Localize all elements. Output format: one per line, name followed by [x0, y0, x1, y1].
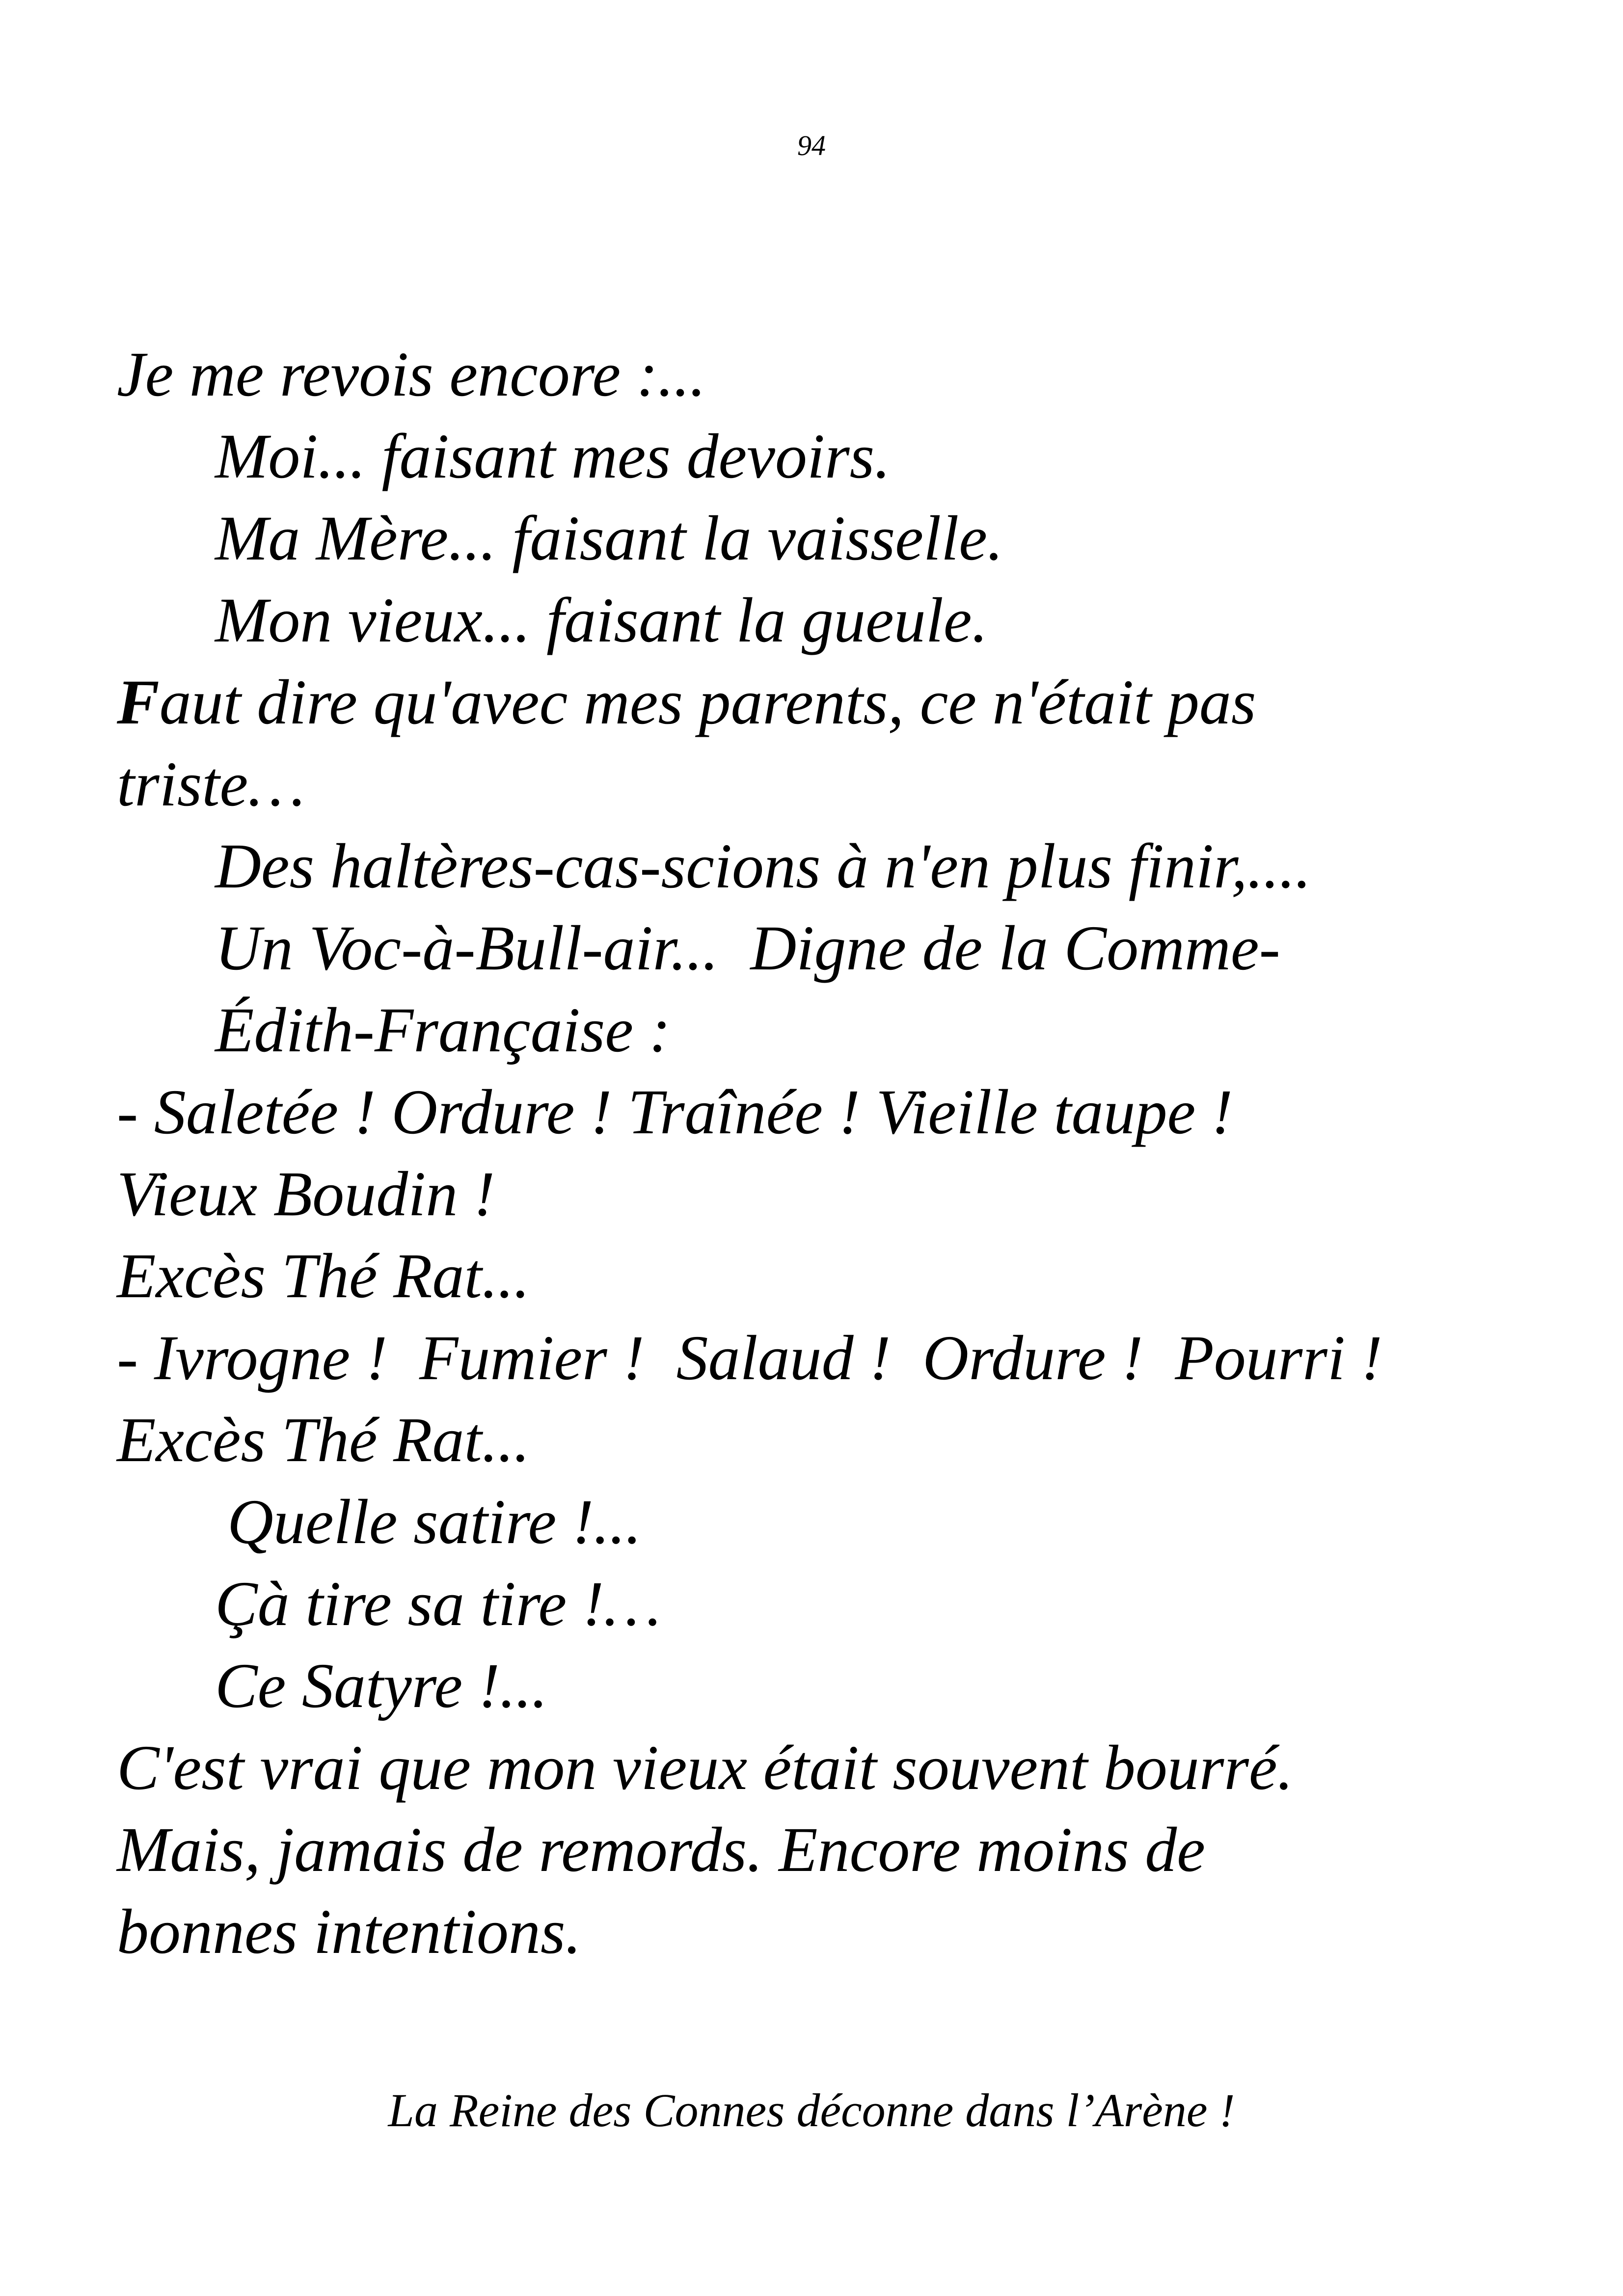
poem-line: Mon vieux... faisant la gueule.: [215, 585, 988, 656]
poem-line: Édith-Française :: [215, 995, 671, 1066]
poem-line: Moi... faisant mes devoirs.: [215, 421, 891, 492]
poem-line-text: aut dire qu'avec mes parents, ce n'était pas: [159, 667, 1256, 738]
poem-line: C'est vrai que mon vieux était souvent bourré.: [117, 1733, 1294, 1803]
poem-line: Des haltères-cas-scions à n'en plus finir,....: [215, 831, 1311, 902]
poem-line: - Saletée ! Ordure ! Traînée ! Vieille taupe !: [117, 1077, 1233, 1148]
running-footer: La Reine des Connes déconne dans l’Arène !: [388, 2084, 1235, 2136]
poem-line: Un Voc-à-Bull-air... Digne de la Comme-: [215, 913, 1280, 984]
poem-line: Vieux Boudin !: [117, 1159, 495, 1229]
poem-line: [117, 662, 1580, 744]
poem-line: Ma Mère... faisant la vaisselle.: [215, 503, 1003, 574]
poem-line: Çà tire sa tire !…: [215, 1569, 661, 1639]
poem-line: - Ivrogne ! Fumier ! Salaud ! Ordure ! Pourri !: [117, 1323, 1382, 1393]
poem-line: Excès Thé Rat...: [117, 1405, 530, 1475]
poem-line: Je me revois encore :...: [117, 339, 706, 410]
drop-cap: F: [117, 667, 160, 738]
poem-line: Ce Satyre !...: [215, 1651, 548, 1721]
poem-line: triste…: [117, 749, 305, 820]
poem-line: Mais, jamais de remords. Encore moins de: [117, 1815, 1205, 1885]
page-number: 94: [797, 130, 826, 161]
poem-body: [117, 334, 1580, 1973]
poem-line: Excès Thé Rat...: [117, 1241, 530, 1311]
poem-line: bonnes intentions.: [117, 1896, 582, 1967]
poem-line: Quelle satire !...: [227, 1487, 642, 1557]
